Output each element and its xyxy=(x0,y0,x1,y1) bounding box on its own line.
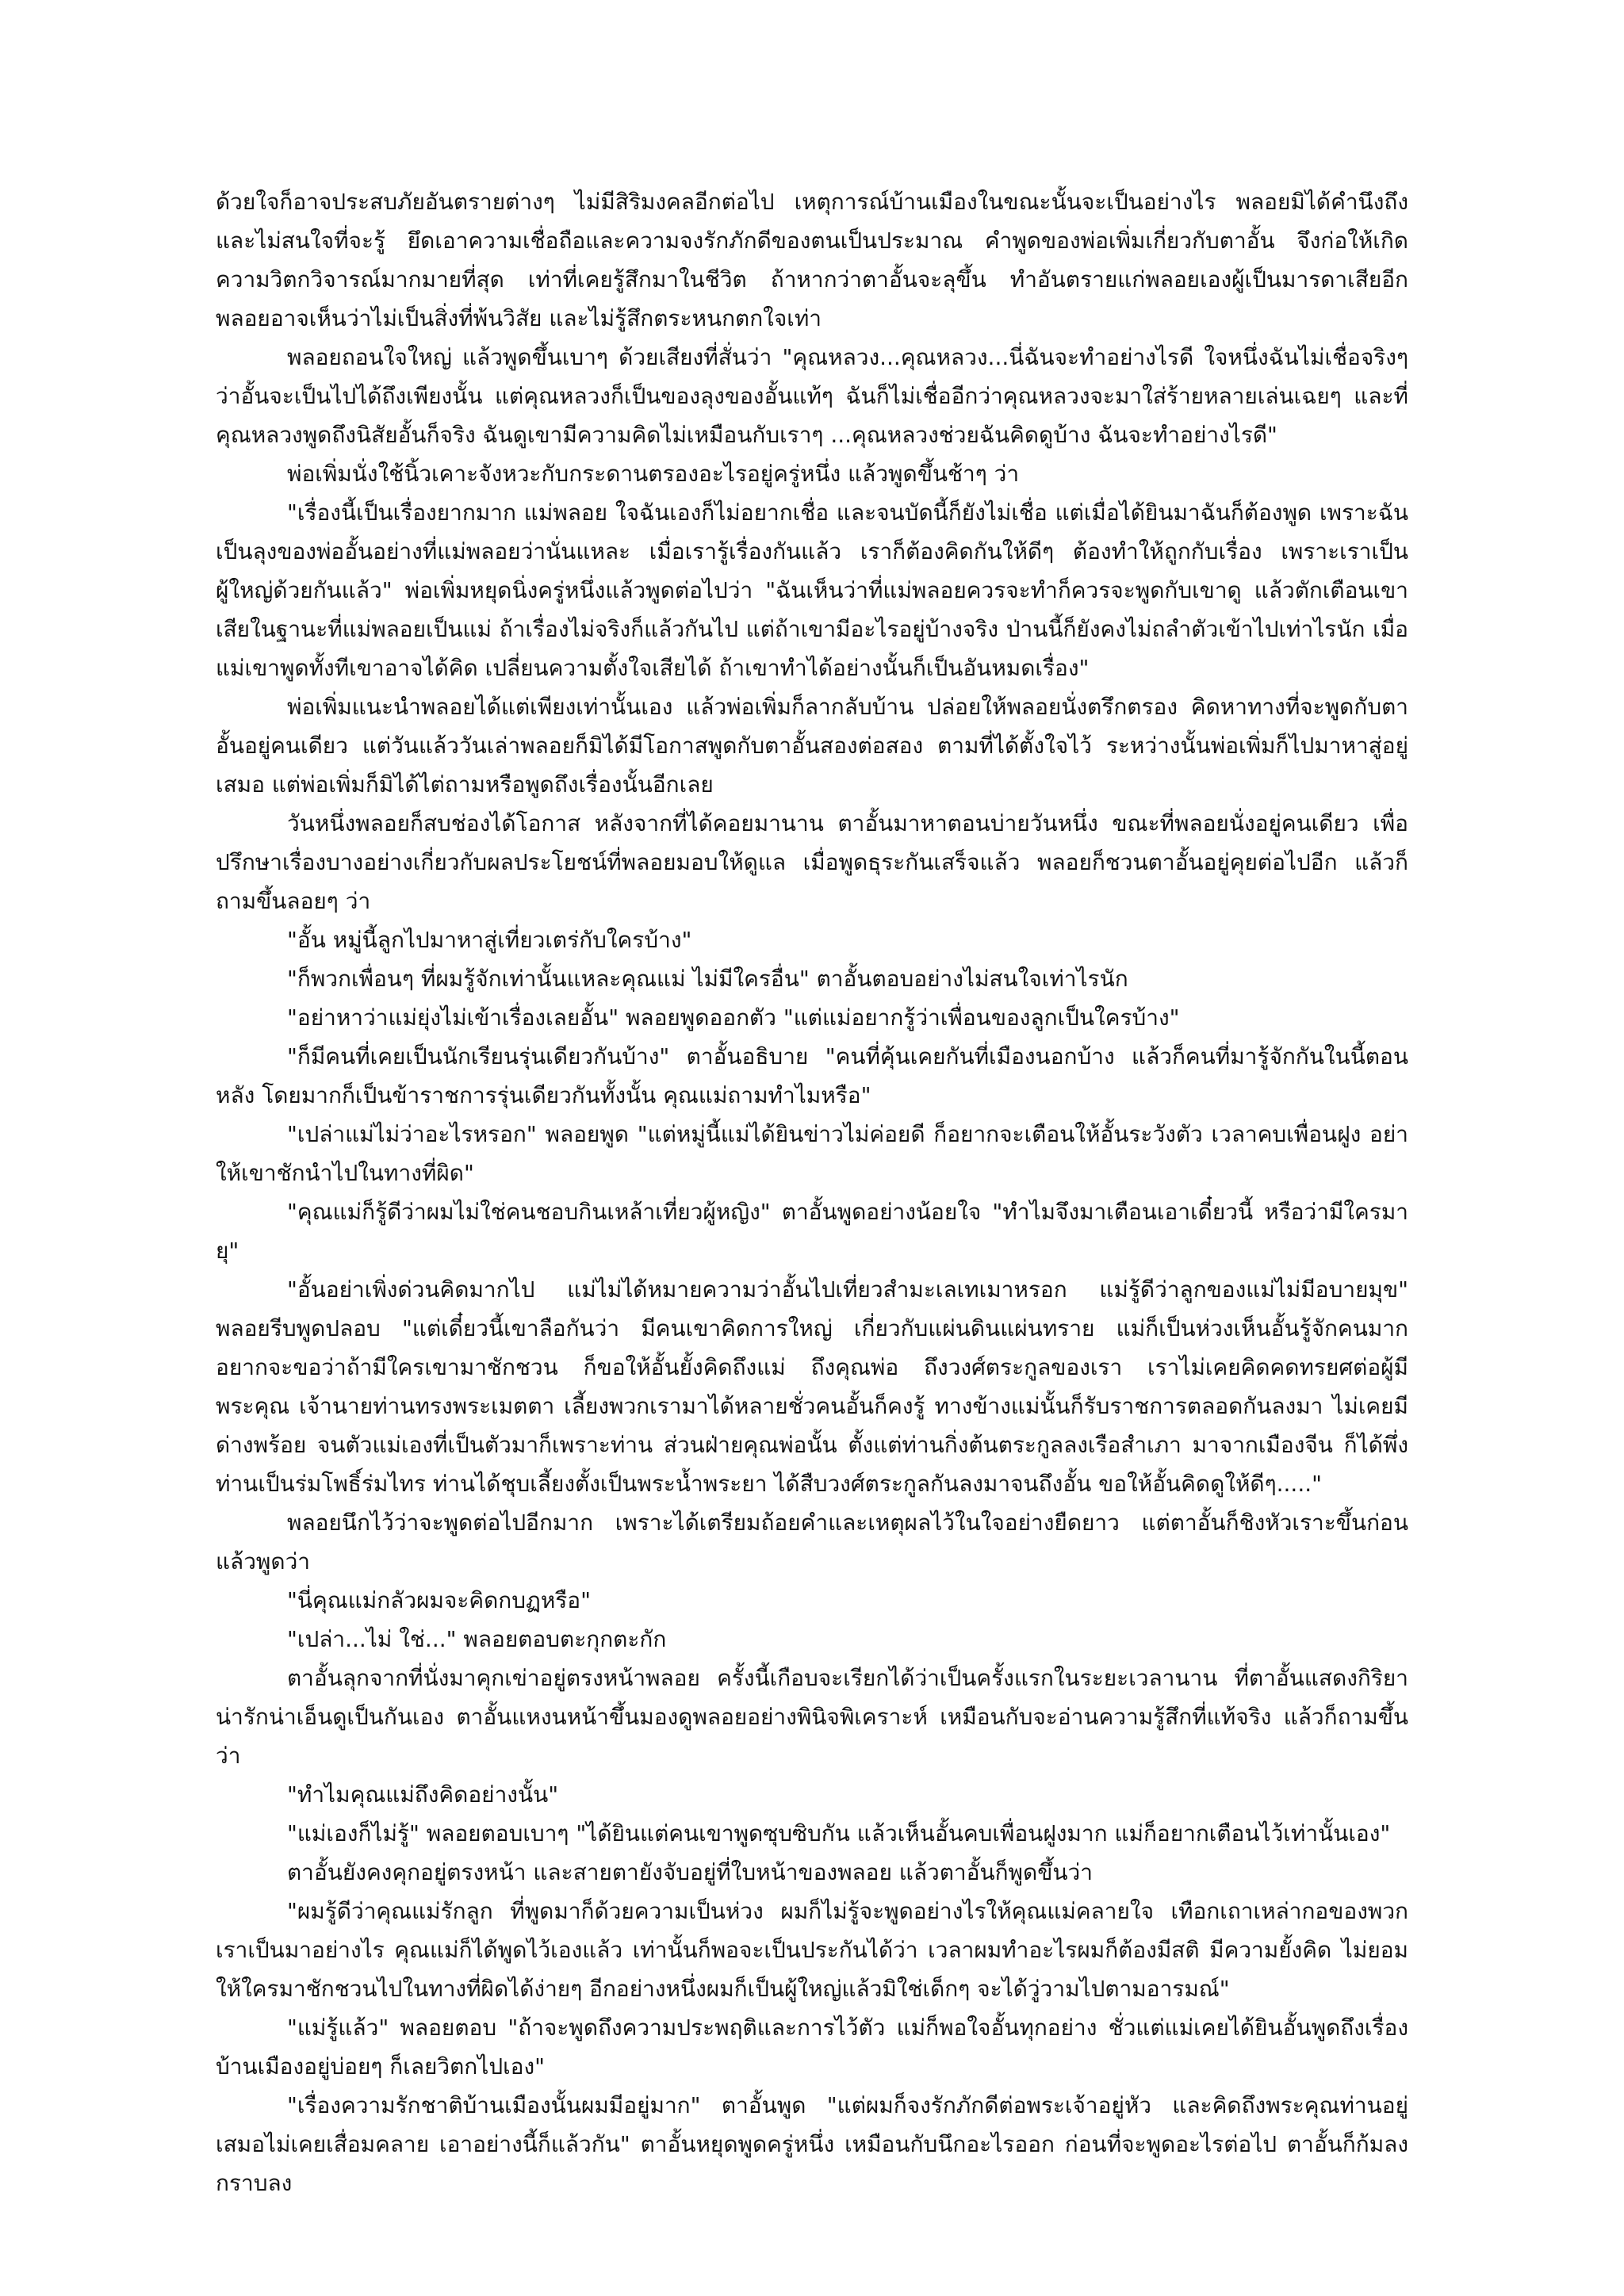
paragraph: "อั้น หมู่นี้ลูกไปมาหาสู่เที่ยวเตร่กับใครบ้าง" xyxy=(287,927,692,953)
paragraph: "อั้นอย่าเพิ่งด่วนคิดมากไป แม่ไม่ได้หมายความว่าอั้นไปเที่ยวสำมะเลเทเมาหรอก แม่รู้ดีว่าลูกของแม่ไม่มีอบายมุข" พลอยรีบพูดปลอบ "แต่เดี๋ยวนี้เขาลือกันว่า มีคนเขาคิดการใหญ่ เกี่ยวกับแผ่นดินแผ่นทราย แม่ก็เป็นห่วงเห็นอั้นรู้จักคนมาก อยากจะขอว่าถ้ามีใครเขามาชักชวน ก็ขอให้อั้นยั้งคิดถึงแม่ ถึงคุณพ่อ ถึงวงศ์ตระกูลของเรา เราไม่เคยคิดคดทรยศต่อผู้มีพระคุณ เจ้านายท่านทรงพระเมตตา เลี้ยงพวกเรามาได้หลายชั่วคนอั้นก็คงรู้ ทางข้างแม่นั้นก็รับราชการตลอดกันลงมา ไม่เคยมีด่างพร้อย จนตัวแม่เองที่เป็นตัวมาก็เพราะท่าน ส่วนฝ่ายคุณพ่อนั้น ตั้งแต่ท่านกิ่งต้นตระกูลลงเรือสำเภา มาจากเมืองจีน ก็ได้พึ่งท่านเป็นร่มโพธิ์ร่มไทร ท่านได้ชุบเลี้ยงตั้งเป็นพระน้ำพระยา ได้สืบวงศ์ตระกูลกันลงมาจนถึงอั้น ขอให้อั้นคิดดูให้ดีๆ....." xyxy=(216,1276,1408,1497)
paragraph: "ก็มีคนที่เคยเป็นนักเรียนรุ่นเดียวกันบ้าง" ตาอั้นอธิบาย "คนที่คุ้นเคยกันที่เมืองนอกบ้าง แล้วก็คนที่มารู้จักกันในนี้ตอนหลัง โดยมากก็เป็นข้าราชการรุ่นเดียวกันทั้งนั้น คุณแม่ถามทำไมหรือ" xyxy=(216,1043,1408,1108)
paragraph: พลอยถอนใจใหญ่ แล้วพูดขึ้นเบาๆ ด้วยเสียงที่สั่นว่า "คุณหลวง...คุณหลวง...นี่ฉันจะทำอย่างไรดี ใจหนึ่งฉันไม่เชื่อจริงๆ ว่าอั้นจะเป็นไปได้ถึงเพียงนั้น แต่คุณหลวงก็เป็นของลุงของอั้นแท้ๆ ฉันก็ไม่เชื่ออีกว่าคุณหลวงจะมาใส่ร้ายหลายเล่นเฉยๆ และที่คุณหลวงพูดถึงนิสัยอั้นก็จริง ฉันดูเขามีความคิดไม่เหมือนกับเราๆ ...คุณหลวงช่วยฉันคิดดูบ้าง ฉันจะทำอย่างไรดี" xyxy=(216,344,1408,448)
body-text xyxy=(216,182,1408,2202)
paragraph: "ก็พวกเพื่อนๆ ที่ผมรู้จักเท่านั้นแหละคุณแม่ ไม่มีใครอื่น" ตาอั้นตอบอย่างไม่สนใจเท่าไรนัก xyxy=(287,966,1128,992)
paragraph: "ทำไมคุณแม่ถึงคิดอย่างนั้น" xyxy=(287,1781,559,1808)
paragraph: ตาอั้นลุกจากที่นั่งมาคุกเข่าอยู่ตรงหน้าพลอย ครั้งนี้เกือบจะเรียกได้ว่าเป็นครั้งแรกในระยะเวลานาน ที่ตาอั้นแสดงกิริยาน่ารักน่าเอ็นดูเป็นกันเอง ตาอั้นแหงนหน้าขึ้นมองดูพลอยอย่างพินิจพิเคราะห์ เหมือนกับจะอ่านความรู้สึกที่แท้จริง แล้วก็ถามขึ้นว่า xyxy=(216,1665,1408,1769)
paragraph: พ่อเพิ่มแนะนำพลอยได้แต่เพียงเท่านั้นเอง แล้วพ่อเพิ่มก็ลากลับบ้าน ปล่อยให้พลอยนั่งตรึกตรอง คิดหาทางที่จะพูดกับตาอั้นอยู่คนเดียว แต่วันแล้ววันเล่าพลอยก็มิได้มีโอกาสพูดกับตาอั้นสองต่อสอง ตามที่ได้ตั้งใจไว้ ระหว่างนั้นพ่อเพิ่มก็ไปมาหาสู่อยู่เสมอ แต่พ่อเพิ่มก็มิได้ไต่ถามหรือพูดถึงเรื่องนั้นอีกเลย xyxy=(216,694,1408,798)
paragraph: "เปล่าแม่ไม่ว่าอะไรหรอก" พลอยพูด "แต่หมู่นี้แม่ได้ยินข่าวไม่ค่อยดี ก็อยากจะเตือนให้อั้นระวังตัว เวลาคบเพื่อนฝูง อย่าให้เขาชักนำไปในทางที่ผิด" xyxy=(216,1121,1408,1186)
paragraph: "ผมรู้ดีว่าคุณแม่รักลูก ที่พูดมาก็ด้วยความเป็นห่วง ผมก็ไม่รู้จะพูดอย่างไรให้คุณแม่คลายใจ เทือกเถาเหล่ากอของพวกเราเป็นมาอย่างไร คุณแม่ก็ได้พูดไว้เองแล้ว เท่านั้นก็พอจะเป็นประกันได้ว่า เวลาผมทำอะไรผมก็ต้องมีสติ มีความยั้งคิด ไม่ยอมให้ใครมาชักชวนไปในทางที่ผิดได้ง่ายๆ อีกอย่างหนึ่งผมก็เป็นผู้ใหญ่แล้วมิใช่เด็กๆ จะได้วู่วามไปตามอารมณ์" xyxy=(216,1898,1408,2002)
paragraph: ตาอั้นยังคงคุกอยู่ตรงหน้า และสายตายังจับอยู่ที่ใบหน้าของพลอย แล้วตาอั้นก็พูดขึ้นว่า xyxy=(287,1859,1093,1885)
paragraph: "แม่เองก็ไม่รู้" พลอยตอบเบาๆ "ได้ยินแต่คนเขาพูดซุบซิบกัน แล้วเห็นอั้นคบเพื่อนฝูงมาก แม่ก็อยากเตือนไว้เท่านั้นเอง" xyxy=(287,1820,1391,1846)
paragraph: พลอยนึกไว้ว่าจะพูดต่อไปอีกมาก เพราะได้เตรียมถ้อยคำและเหตุผลไว้ในใจอย่างยืดยาว แต่ตาอั้นก็ชิงหัวเราะขึ้นก่อน แล้วพูดว่า xyxy=(216,1510,1408,1575)
paragraph: "เรื่องนี้เป็นเรื่องยากมาก แม่พลอย ใจฉันเองก็ไม่อยากเชื่อ และจนบัดนี้ก็ยังไม่เชื่อ แต่เมื่อได้ยินมาฉันก็ต้องพูด เพราะฉันเป็นลุงของพ่ออั้นอย่างที่แม่พลอยว่านั่นแหละ เมื่อเรารู้เรื่องกันแล้ว เราก็ต้องคิดกันให้ดีๆ ต้องทำให้ถูกกับเรื่อง เพราะเราเป็นผู้ใหญ่ด้วยกันแล้ว" พ่อเพิ่มหยุดนิ่งครู่หนึ่งแล้วพูดต่อไปว่า "ฉันเห็นว่าที่แม่พลอยควรจะทำก็ควรจะพูดกับเขาดู แล้วตักเตือนเขาเสียในฐานะที่แม่พลอยเป็นแม่ ถ้าเรื่องไม่จริงก็แล้วกันไป แต่ถ้าเขามีอะไรอยู่บ้างจริง ป่านนี้ก็ยังคงไม่ถลำตัวเข้าไปเท่าไรนัก เมื่อแม่เขาพูดทั้งทีเขาอาจได้คิด เปลี่ยนความตั้งใจเสียได้ ถ้าเขาทำได้อย่างนั้นก็เป็นอันหมดเรื่อง" xyxy=(216,499,1408,681)
paragraph: "เปล่า...ไม่ ใช่..." พลอยตอบตะกุกตะกัก xyxy=(287,1626,667,1652)
paragraph: วันหนึ่งพลอยก็สบช่องได้โอกาส หลังจากที่ได้คอยมานาน ตาอั้นมาหาตอนบ่ายวันหนึ่ง ขณะที่พลอยนั่งอยู่คนเดียว เพื่อปรึกษาเรื่องบางอย่างเกี่ยวกับผลประโยชน์ที่พลอยมอบให้ดูแล เมื่อพูดธุระกันเสร็จแล้ว พลอยก็ชวนตาอั้นอยู่คุยต่อไปอีก แล้วก็ถามขึ้นลอยๆ ว่า xyxy=(216,810,1408,914)
paragraph: "แม่รู้แล้ว" พลอยตอบ "ถ้าจะพูดถึงความประพฤติและการไว้ตัว แม่ก็พอใจอั้นทุกอย่าง ชั่วแต่แม่เคยได้ยินอั้นพูดถึงเรื่องบ้านเมืองอยู่บ่อยๆ ก็เลยวิตกไปเอง" xyxy=(216,2015,1408,2080)
paragraph: "คุณแม่ก็รู้ดีว่าผมไม่ใช่คนชอบกินเหล้าเที่ยวผู้หญิง" ตาอั้นพูดอย่างน้อยใจ "ทำไมจึงมาเตือนเอาเดี๋ยวนี้ หรือว่ามีใครมายุ" xyxy=(216,1199,1408,1264)
paragraph: ด้วยใจก็อาจประสบภัยอันตรายต่างๆ ไม่มีสิริมงคลอีกต่อไป เหตุการณ์บ้านเมืองในขณะนั้นจะเป็นอย่างไร พลอยมิได้คำนึงถึงและไม่สนใจที่จะรู้ ยึดเอาความเชื่อถือและความจงรักภักดีของตนเป็นประมาณ คำพูดของพ่อเพิ่มเกี่ยวกับตาอั้น จึงก่อให้เกิดความวิตกวิจารณ์มากมายที่สุด เท่าที่เคยรู้สึกมาในชีวิต ถ้าหากว่าตาอั้นจะลุขึ้น ทำอันตรายแก่พลอยเองผู้เป็นมารดาเสียอีก พลอยอาจเห็นว่าไม่เป็นสิ่งที่พ้นวิสัย และไม่รู้สึกตระหนกตกใจเท่า xyxy=(216,189,1408,331)
paragraph: "เรื่องความรักชาติบ้านเมืองนั้นผมมีอยู่มาก" ตาอั้นพูด "แต่ผมก็จงรักภักดีต่อพระเจ้าอยู่หัว และคิดถึงพระคุณท่านอยู่เสมอไม่เคยเสื่อมคลาย เอาอย่างนี้ก็แล้วกัน" ตาอั้นหยุดพูดครู่หนึ่ง เหมือนกับนึกอะไรออก ก่อนที่จะพูดอะไรต่อไป ตาอั้นก็ก้มลงกราบลง xyxy=(216,2092,1408,2196)
paragraph: "อย่าหาว่าแม่ยุ่งไม่เข้าเรื่องเลยอั้น" พลอยพูดออกตัว "แต่แม่อยากรู้ว่าเพื่อนของลูกเป็นใครบ้าง" xyxy=(287,1004,1180,1031)
paragraph: พ่อเพิ่มนั่งใช้นิ้วเคาะจังหวะกับกระดานตรองอะไรอยู่ครู่หนึ่ง แล้วพูดขึ้นช้าๆ ว่า xyxy=(287,461,1020,487)
paragraph: "นี่คุณแม่กลัวผมจะคิดกบฏหรือ" xyxy=(287,1587,592,1613)
